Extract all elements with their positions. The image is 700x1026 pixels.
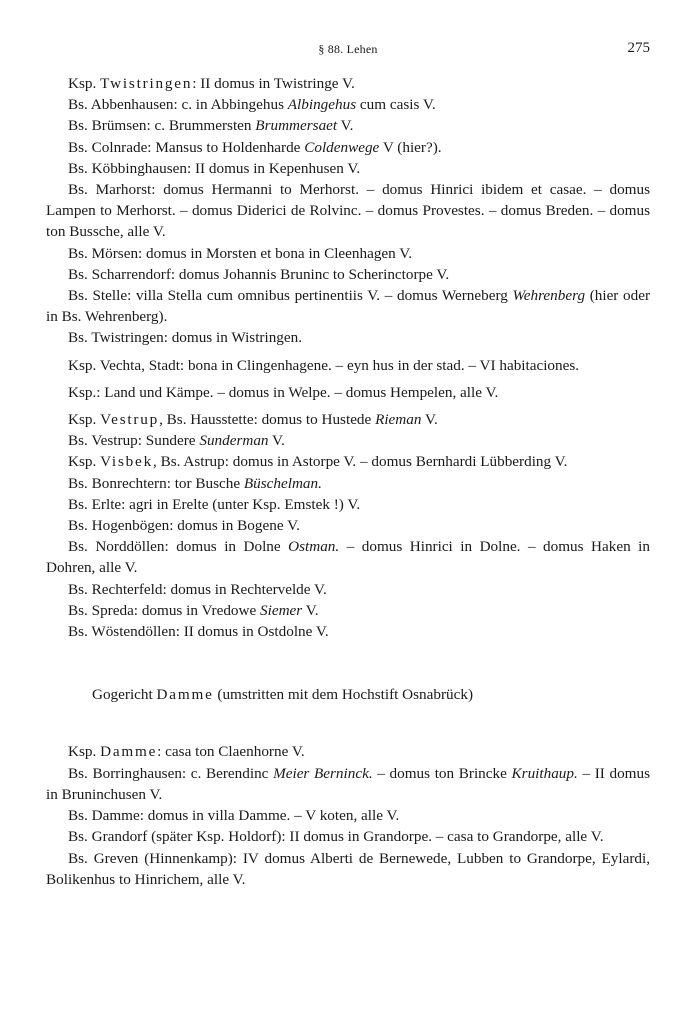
entry-paragraph: [46, 621, 650, 642]
text-segment: Bs. Hogenbögen: domus in Bogene V.: [68, 517, 300, 535]
entry-paragraph: [46, 430, 650, 451]
text-segment: , Bs. Hausstette: domus to Hustede: [159, 411, 376, 429]
text-segment: (hier oder in Bs. Wehrenberg).: [46, 287, 651, 326]
text-segment: Bs. Wöstendöllen: II domus in Ostdolne V.: [68, 623, 329, 641]
entry-paragraph: [46, 536, 650, 578]
entry-paragraph: [46, 515, 650, 536]
italic-name: Büschelman.: [243, 474, 322, 492]
entry-paragraph: [46, 73, 650, 94]
italic-name: Kruithaup.: [511, 764, 578, 782]
body-text: [46, 73, 650, 890]
italic-name: Ostman.: [288, 538, 340, 556]
entry-paragraph: [46, 115, 650, 136]
text-segment: Ksp.: [68, 743, 101, 761]
entry-paragraph: [46, 494, 650, 515]
text-segment: Ksp. Vechta, Stadt: bona in Clingenhagene. – eyn hus in der stad. – VI habitaciones.: [68, 356, 580, 374]
spaced-place-name: Visbek: [100, 453, 153, 471]
entry-paragraph: [46, 327, 650, 348]
running-head: [46, 40, 650, 60]
text-segment: Bs. Stelle: villa Stella cum omnibus pertinentiis V. – domus Werneberg: [68, 287, 513, 305]
text-segment: Bs. Marhorst: domus Hermanni to Merhorst. – domus Hinrici ibidem et casae. – domus Lampen to Merhorst. – domus Diderici de Rolvinc. – domus Provestes. – domus Breden. – domus ton Bussche, alle V.: [46, 181, 650, 241]
text-segment: Bs. Rechterfeld: domus in Rechtervelde V.: [68, 580, 327, 598]
text-segment: – domus Hinrici in Dolne. – domus Haken in Dohren, alle V.: [46, 538, 650, 577]
entry-paragraph: [46, 158, 650, 179]
entry-paragraph: [46, 579, 650, 600]
text-segment: Bs. Brümsen: c. Brummersten: [68, 117, 256, 135]
text-segment: Bs. Borringhausen: c. Berendinc: [68, 764, 274, 782]
text-segment: , Bs. Astrup: domus in Astorpe V. – domus Bernhardi Lübberding V.: [153, 453, 568, 471]
text-segment: : casa ton Claenhorne V.: [157, 743, 305, 761]
text-segment: Ksp.: [68, 411, 101, 429]
text-segment: Ksp.: Land und Kämpe. – domus in Welpe. – domus Hempelen, alle V.: [68, 383, 499, 401]
entry-paragraph: [46, 826, 650, 847]
italic-name: Wehrenberg: [512, 287, 586, 305]
entry-paragraph: [46, 763, 650, 805]
text-segment: Bs. Vestrup: Sundere: [68, 432, 200, 450]
spaced-place-name: Vestrup: [100, 411, 160, 429]
entry-paragraph: [46, 451, 650, 472]
text-segment: V.: [268, 432, 285, 450]
page-number: 275: [627, 40, 650, 56]
text-segment: – domus ton Brincke: [372, 764, 512, 782]
spaced-place-name: Damme: [156, 686, 214, 704]
text-segment: V.: [337, 117, 354, 135]
text-segment: Bs. Abbenhausen: c. in Abbingehus: [68, 96, 288, 114]
text-segment: V.: [421, 411, 438, 429]
text-segment: Bs. Mörsen: domus in Morsten et bona in Cleenhagen V.: [68, 244, 413, 262]
entry-paragraph: [46, 137, 650, 158]
text-segment: Bs. Damme: domus in villa Damme. – V koten, alle V.: [68, 807, 400, 825]
text-segment: : II domus in Twistringe V.: [192, 75, 355, 92]
entry-paragraph: [46, 848, 650, 890]
text-segment: Bs. Bonrechtern: tor Busche: [68, 474, 244, 492]
text-segment: cum casis V.: [356, 96, 436, 114]
text-segment: – II domus in Bruninchusen V.: [46, 764, 650, 803]
entry-paragraph: [46, 382, 650, 403]
italic-name: Siemer: [260, 601, 303, 619]
italic-name: Brummersaet: [255, 117, 338, 135]
text-segment: (umstritten mit dem Hochstift Osnabrück): [213, 686, 474, 704]
spaced-place-name: Damme: [100, 743, 158, 761]
text-segment: Gogericht: [92, 686, 157, 704]
running-title: § 88. Lehen: [318, 42, 378, 56]
entry-paragraph: [46, 285, 650, 327]
spaced-place-name: Twistringen: [100, 75, 193, 92]
text-segment: Bs. Colnrade: Mansus to Holdenharde: [68, 138, 305, 156]
text-segment: Bs. Grandorf (später Ksp. Holdorf): II domus in Grandorpe. – casa to Grandorpe, alle V.: [68, 828, 604, 846]
entry-paragraph: [46, 355, 650, 376]
text-segment: Ksp.: [68, 453, 101, 471]
text-segment: V.: [302, 601, 319, 619]
entry-paragraph: [46, 409, 650, 430]
entry-paragraph: [46, 179, 650, 243]
entry-paragraph: [46, 473, 650, 494]
italic-name: Albingehus: [287, 96, 357, 114]
text-segment: Bs. Köbbinghausen: II domus in Kepenhusen V.: [68, 159, 361, 177]
section-heading: [46, 684, 650, 705]
entry-paragraph: [46, 94, 650, 115]
italic-name: Rieman: [375, 411, 422, 429]
text-segment: Bs. Norddöllen: domus in Dolne: [68, 538, 289, 556]
text-segment: Bs. Twistringen: domus in Wistringen.: [68, 329, 303, 347]
entry-paragraph: [46, 741, 650, 762]
text-segment: Bs. Erlte: agri in Erelte (unter Ksp. Emstek !) V.: [68, 495, 361, 513]
italic-name: Meier Berninck.: [273, 764, 373, 782]
text-segment: V (hier?).: [379, 138, 442, 156]
text-segment: Ksp.: [68, 75, 101, 92]
italic-name: Coldenwege: [304, 138, 380, 156]
entry-paragraph: [46, 243, 650, 264]
entry-paragraph: [46, 805, 650, 826]
entry-paragraph: [46, 264, 650, 285]
entry-paragraph: [46, 600, 650, 621]
italic-name: Sunderman: [199, 432, 269, 450]
text-segment: Bs. Greven (Hinnenkamp): IV domus Alberti de Bernewede, Lubben to Grandorpe, Eylardi, Bolikenhus to Hinrichem, alle V.: [46, 849, 650, 888]
text-segment: Bs. Scharrendorf: domus Johannis Bruninc to Scherinctorpe V.: [68, 265, 450, 283]
text-segment: Bs. Spreda: domus in Vredowe: [68, 601, 261, 619]
